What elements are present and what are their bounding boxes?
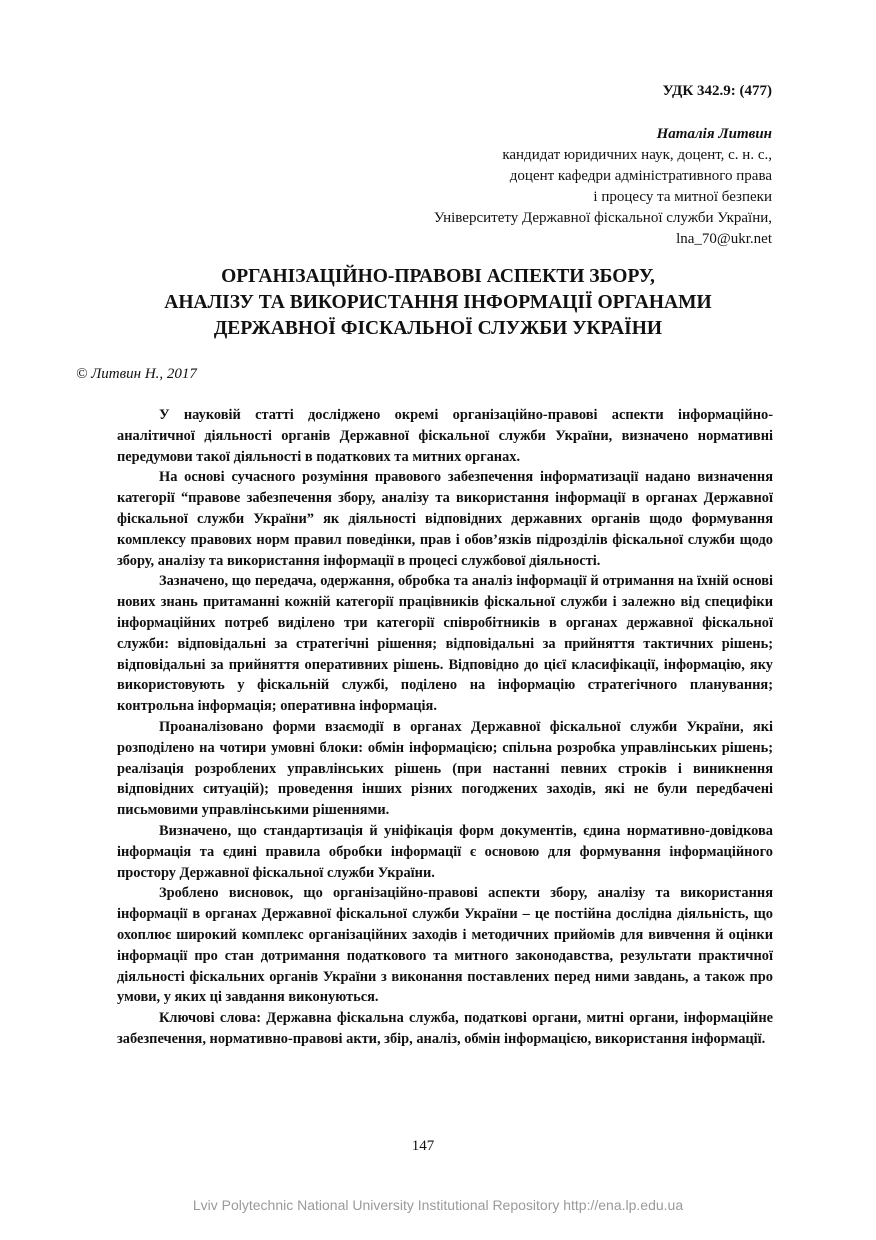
article-title [80,264,796,342]
keywords-paragraph: Ключові слова: Державна фіскальна служба, податкові органи, митні органи, інформаційне забезпечення, нормативно-правові акти, збір, аналіз, обмін інформацією, використання інформації. [117,1010,773,1047]
abstract [117,405,773,1050]
abstract-paragraph: Проаналізовано форми взаємодії в органах Державної фіскальної служби України, які розподілено на чотири умовні блоки: обмін інформацією; спільна розробка управлінських рішень; реалізація розроблених управлінських рішень (при настанні певних строків і виникнення відповідних ситуацій); проведення інших різних погоджених заходів, які не були передбачені письмовими управлінськими рішеннями. [117,718,773,819]
abstract-paragraph: На основі сучасного розуміння правового забезпечення інформатизації надано визначення категорії “правове забезпечення збору, аналізу та використання інформації в органах Державної фіскальної служби України” як діяльності відповідних державних органів щодо формування комплексу правових норм правил поведінки, прав і обов’язків підрозділів фіскальної служби щодо збору, аналізу та використання інформації в процесі службової діяльності. [117,469,773,569]
title-line: АНАЛІЗУ ТА ВИКОРИСТАННЯ ІНФОРМАЦІЇ ОРГАНАМИ [164,292,712,313]
author-department: і процесу та митної безпеки [593,189,772,205]
page-number: 147 [411,1138,435,1154]
repository-footer: Lviv Polytechnic National University Institutional Repository http://ena.lp.edu.ua [192,1197,684,1213]
udc-code: УДК 342.9: (477) [662,83,772,99]
abstract-paragraph: У науковій статті досліджено окремі організаційно-правові аспекти інформаційно-аналітичної діяльності органів Державної фіскальної служби України, визначено нормативні передумови такої діяльності в податкових та митних органах. [117,407,773,465]
title-line: ДЕРЖАВНОЇ ФІСКАЛЬНОЇ СЛУЖБИ УКРАЇНИ [213,318,663,339]
author-email: lna_70@ukr.net [676,231,772,247]
abstract-paragraph: Зазначено, що передача, одержання, обробка та аналіз інформації й отримання на їхній основі нових знань притаманні кожній категорії працівників фіскальної служби і залежно від специфіки інформаційних потреб виділено три категорії співробітників в органах державної фіскальної служби: відповідальні за стратегічні рішення; відповідальні за прийняття тактичних рішень; відповідальні за прийняття оперативних рішень. Відповідно до цієї класифікації, інформацію, яку використовують у фіскальній службі, поділено на інформацію стратегічного планування; контрольна інформація; оперативна інформація. [117,573,773,715]
title-line: ОРГАНІЗАЦІЙНО-ПРАВОВІ АСПЕКТИ ЗБОРУ, [221,266,655,287]
copyright-notice: © Литвин Н., 2017 [76,366,197,382]
author-university: Університету Державної фіскальної служби України, [433,210,772,226]
abstract-paragraph: Визначено, що стандартизація й уніфікація форм документів, єдина нормативно-довідкова інформація та єдині правила обробки інформації є основою для формування інформаційного простору Державної фіскальної служби України. [117,822,773,881]
author-position: доцент кафедри адміністративного права [509,168,772,184]
abstract-paragraph: Зроблено висновок, що організаційно-правові аспекти збору, аналізу та використання інформації в органах Державної фіскальної служби України – це постійна дослідна діяльність, що охоплює широкий комплекс організаційних заходів і методичних прийомів для вивчення й оцінки інформації про стан дотримання податкового та митного законодавства, результати практичної діяльності фіскальних органів України з виконання поставлених перед ними завдань, а також про умови, у яких ці завдання виконуються. [117,885,773,1006]
author-degree: кандидат юридичних наук, доцент, с. н. с., [502,147,772,163]
author-name: Наталія Литвин [656,126,772,142]
author-block [434,124,772,250]
